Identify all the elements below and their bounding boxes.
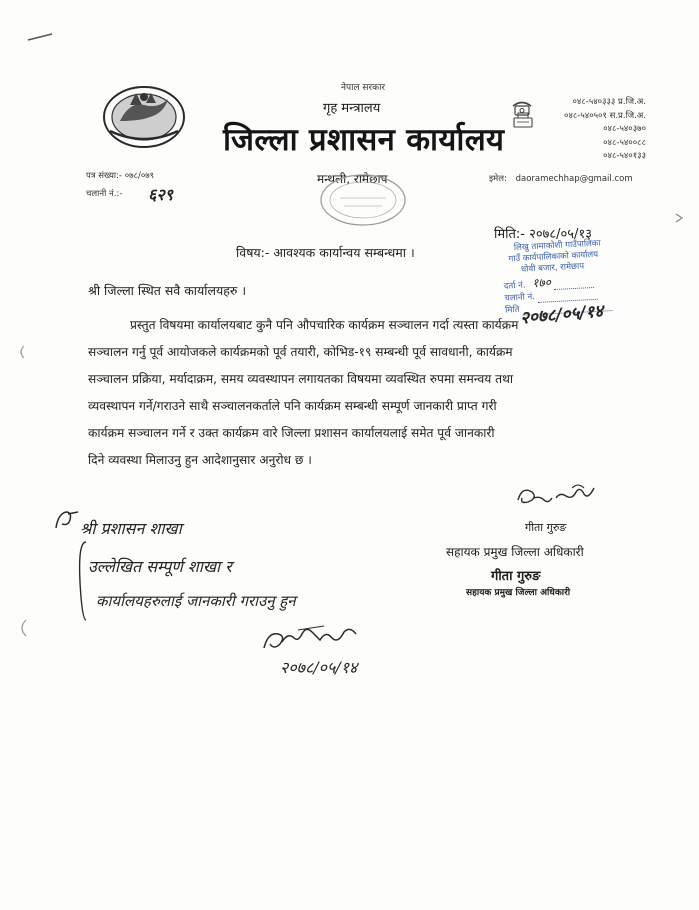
stamp-line: गाउँ कार्यपालिकाको कार्यालय [508,249,599,265]
phone-line: ०४८-५४०५०१ स.प्र.जि.अ. [564,110,646,121]
phone-line: ०४८-५४०३३३ प्र.जि.अ. [572,97,646,107]
stamp-darta-value: १७० [531,275,552,291]
body-line: सञ्चालन प्रक्रिया, मर्यादाक्रम, समय व्यवस्थापन लगायतका विषयमा व्यवस्थित रुपमा समन्वय तथा [88,372,514,386]
email-label: इमेल: [489,174,507,184]
ref-number: पत्र संख्या:- ०७८/०७९ [86,171,155,181]
handwritten-note-line: कार्यालयहरुलाई जानकारी गराउनु हुन [96,592,296,610]
office-address: मन्थली, रामेछाप [317,172,388,186]
phone-list [536,96,646,164]
letter-addressee: श्री जिल्ला स्थित सवै कार्यालयहरु । [88,283,247,298]
signer-title: सहायक प्रमुख जिल्ला अधिकारी [446,545,584,559]
signer-stamp-name: गीता गुरुङ [491,569,541,584]
fax-icon [512,112,534,128]
body-line: व्यवस्थापन गर्ने/गराउने साथै सञ्चालनकर्ताले पनि कार्यक्रम सम्बन्धी सम्पूर्ण जानकारी प्राप्त गरी [88,399,497,413]
dispatch-number-handwritten: ६२९ [148,185,173,204]
phone-line: ०४८-५४०१३३ [603,151,646,161]
office-seal-icon [318,172,408,228]
email-value: daoramechhap@gmail.com [515,174,633,184]
body-line: सञ्चालन गर्नु पूर्व आयोजकले कार्यक्रमको पूर्व तयारी, कोभिड-१९ सम्बन्धी पूर्व सावधानी, कार्यक्रम [88,345,513,359]
stamp-darta-label: दर्ता नं. [503,280,526,292]
handwritten-note-date: २०७८/०५/१४ [280,658,358,677]
signer-stamp-title: सहायक प्रमुख जिल्ला अधिकारी [466,588,571,598]
stamp-miti-label: मिति [504,304,520,316]
letter-subject: विषय:- आवश्यक कार्यान्वय सम्बन्धमा । [236,245,415,260]
email-row [489,173,633,184]
signer-name: गीता गुरुङ [525,521,567,534]
phone-line: ०४८-५४०३७० [603,124,646,134]
stamp-line: धोवी बजार, रामेछाप [520,261,585,275]
handwritten-signature [258,622,378,658]
stamp-chalani-label: चलानी नं. [504,292,536,304]
handwritten-shri-mark [52,508,82,532]
office-title: जिल्ला प्रशासन कार्यालय [223,122,505,158]
phone-line: ०४८-५४००८८ [603,137,646,148]
handwritten-note-line: उल्लेखित सम्पूर्ण शाखा र [88,557,232,576]
nepal-emblem-icon [100,83,188,149]
government-label: नेपाल सरकार [341,83,386,93]
stamp-line: लिखु तामाकोशी गाउँपालिका [513,238,601,254]
ministry-label: गृह मन्त्रालय [323,101,381,116]
handwritten-note-line: श्री प्रशासन शाखा [80,519,182,538]
handwritten-bracket [76,540,88,622]
body-line: कार्यक्रम सञ्चालन गर्ने र उक्त कार्यक्रम वारे जिल्ला प्रशासन कार्यालयलाई समेत पूर्व जानकारी [88,426,495,440]
body-line: प्रस्तुत विषयमा कार्यालयबाट कुनै पनि औपचारिक कार्यक्रम सञ्चालन गर्दा त्यस्ता कार्यक्रम [130,318,519,332]
stamp-miti-handwritten: २०७८/०५/१४ [519,301,604,329]
body-line: दिने व्यवस्था मिलाउनु हुन आदेशानुसार अनुरोध छ । [88,453,312,467]
dispatch-label: चलानी नं.:- [86,189,123,199]
letter-date: मिति:- २०७८/०५/१३ [494,227,592,242]
signature-scribble [512,478,608,514]
